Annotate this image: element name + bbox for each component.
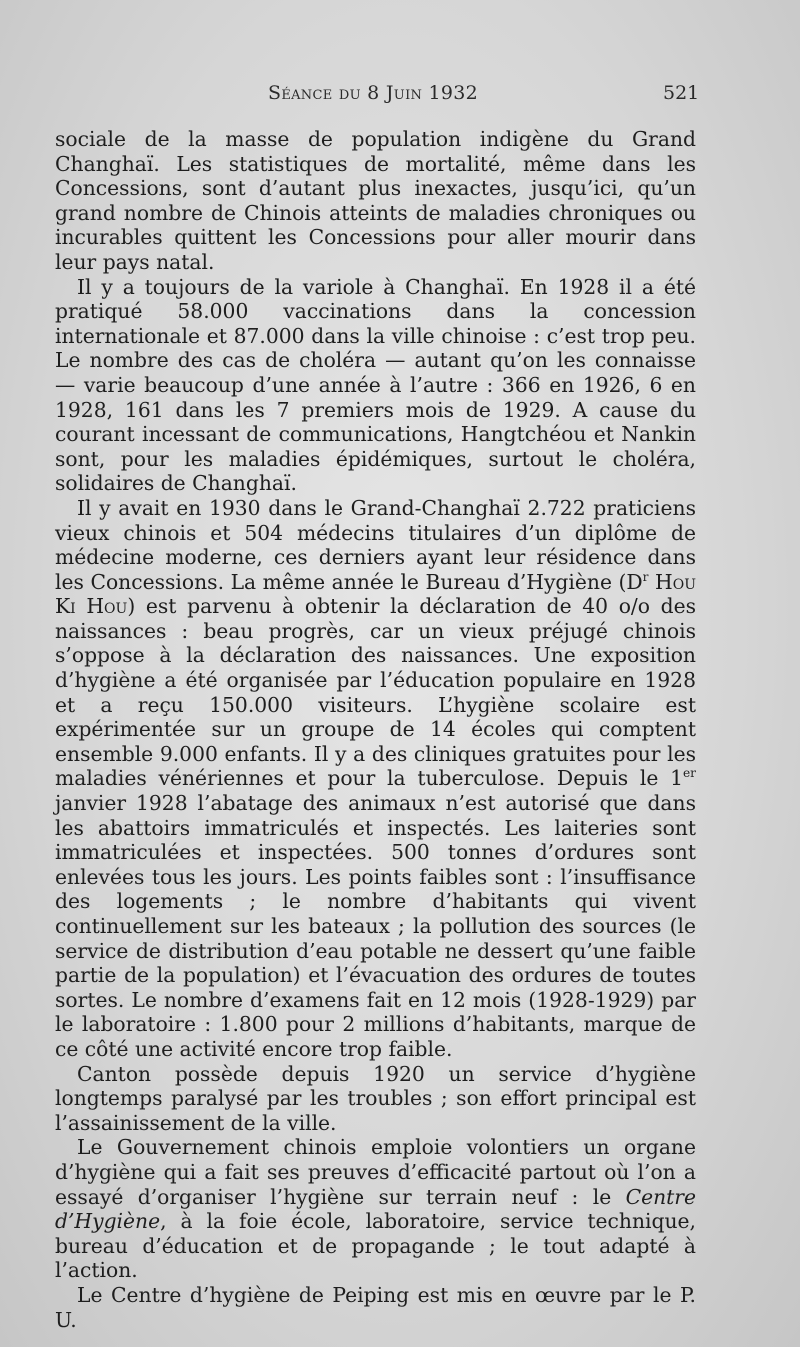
page-number: 521 <box>663 82 700 104</box>
paragraph-4: Canton possède depuis 1920 un service d’hygiène longtemps paralysé par les troubles ; son effort principal est l’assainissement de la ville. <box>55 1061 696 1135</box>
paragraph-5-after: , à la foie école, laboratoire, service technique, bureau d’éducation et de propagande ; le tout adapté à l’action. <box>55 1209 696 1283</box>
paragraph-3-part-1: Il y avait en 1930 dans le Grand-Changhaï 2.722 praticiens vieux chinois et 504 médecins titulaires d’un diplôme de médecine moderne, ces derniers ayant leur résidence dans les Concessions. La même année le Bureau d’Hygiène (D <box>55 495 696 594</box>
body-text <box>55 127 696 1332</box>
superscript-er: er <box>682 766 696 781</box>
person-name: Hou Ki Hou <box>55 569 696 619</box>
paragraph-5 <box>55 1135 696 1283</box>
paragraph-1: sociale de la masse de population indigène du Grand Changhaï. Les statistiques de mortalité, même dans les Concessions, sont d’autant plus inexactes, jusqu’ici, qu’un grand nombre de Chinois atteints de maladies chroniques ou incurables quittent les Concessions pour aller mourir dans leur pays natal. <box>55 127 696 274</box>
paragraph-3-part-2: ) est parvenu à obtenir la déclaration de 40 o/o des naissances : beau progrès, car un vieux préjugé chinois s’oppose à la déclaration des naissances. Une exposition d’hygiène a été organisée par l’éducation populaire en 1928 et a reçu 150.000 visiteurs. L’hygiène scolaire est expérimentée sur un groupe de 14 écoles qui comptent ensemble 9.000 enfants. Il y a des cliniques gratuites pour les maladies vénériennes et pour la tuberculose. Depuis le 1 <box>55 594 697 791</box>
italic-term: Centre d’Hygiène <box>55 1184 696 1234</box>
paragraph-5-before: Le Gouvernement chinois emploie volontiers un organe d’hygiène qui a fait ses preuves d’efficacité partout où l’on a essayé d’organiser l’hygiène sur terrain neuf : le <box>55 1135 696 1209</box>
paragraph-6: Le Centre d’hygiène de Peiping est mis en œuvre par le P. U. <box>55 1282 696 1332</box>
running-head: Séance du 8 Juin 1932 <box>268 82 479 104</box>
paragraph-3 <box>55 496 696 1062</box>
paragraph-2: Il y a toujours de la variole à Changhaï. En 1928 il a été pratiqué 58.000 vaccinations dans la concession internationale et 87.000 dans la ville chinoise : c’est trop peu. Le nombre des cas de choléra — autant qu’on les connaisse — varie beaucoup d’une année à l’autre : 366 en 1926, 6 en 1928, 161 dans les 7 premiers mois de 1929. A cause du courant incessant de communications, Hangtchéou et Nankin sont, pour les maladies épidémiques, surtout le choléra, solidaires de Changhaï. <box>55 274 696 496</box>
paragraph-3-part-3: janvier 1928 l’abatage des animaux n’est autorisé que dans les abattoirs immatriculés et inspectés. Les laiteries sont immatriculées et inspectées. 500 tonnes d’ordures sont enlevées tous les jours. Les points faibles sont : l’insuffisance des logements ; le nombre d’habitants qui vivent continuellement sur les bateaux ; la pollution des sources (le service de distribution d’eau potable ne dessert qu’une faible partie de la population) et l’évacuation des ordures de toutes sortes. Le nombre d’examens fait en 12 mois (1928-1929) par le laboratoire : 1.800 pour 2 millions d’habitants, marque de ce côté une activité encore trop faible. <box>55 791 696 1061</box>
superscript-r: r <box>642 569 649 584</box>
